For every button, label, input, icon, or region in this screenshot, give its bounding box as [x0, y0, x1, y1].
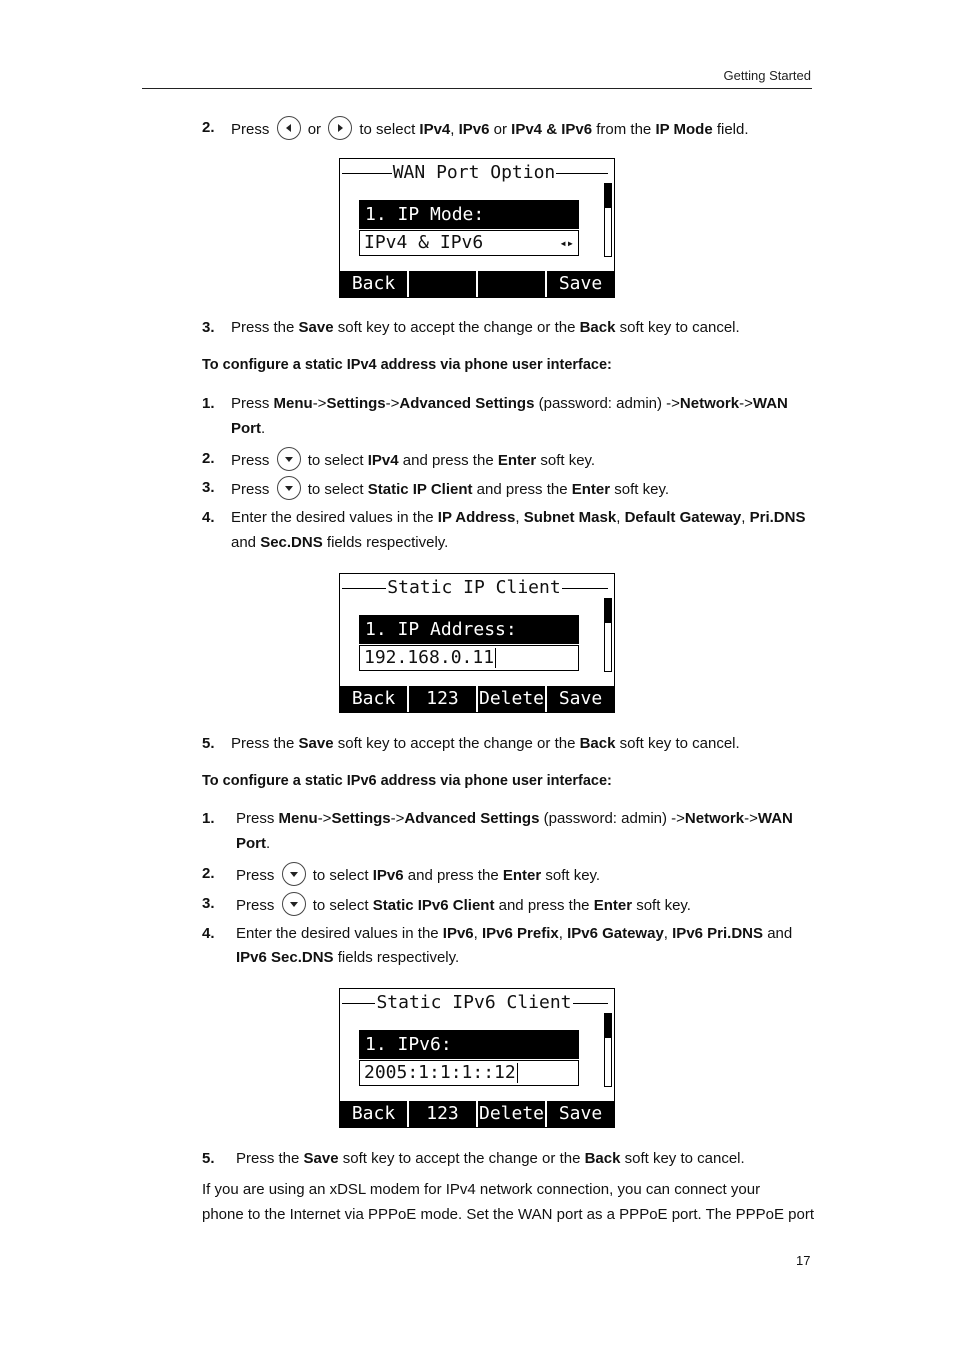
- text: soft key.: [540, 451, 596, 469]
- running-header: Getting Started: [723, 68, 811, 83]
- step-number: 2.: [202, 865, 215, 882]
- text: soft key to accept the change or the: [337, 319, 576, 336]
- softkey-back[interactable]: Back: [351, 273, 396, 294]
- lcd-value: 2005:1:1:1::12: [364, 1062, 516, 1083]
- lcd-value: 192.168.0.11: [364, 647, 495, 668]
- down-nav-key-icon: [277, 447, 301, 471]
- lcd-title: [340, 162, 608, 183]
- text: .: [266, 835, 271, 852]
- text: Press: [236, 866, 275, 884]
- lcd-title-text: WAN Port Option: [392, 162, 556, 183]
- scrollbar-thumb: [605, 184, 611, 208]
- back-key-name: Back: [579, 319, 616, 336]
- field-name: IPv6 Pri.DNS: [672, 925, 764, 942]
- text: Press: [236, 810, 275, 827]
- text-cursor: [495, 648, 496, 668]
- text: and press the: [498, 896, 590, 914]
- step-text: [236, 894, 691, 918]
- softkey-bar: [340, 1101, 614, 1127]
- softkey-save[interactable]: Save: [545, 271, 614, 297]
- back-key-name: Back: [579, 735, 616, 752]
- step-text: [236, 864, 600, 888]
- step-text: [231, 318, 740, 338]
- procedure-heading-ipv4: To configure a static IPv4 address via phone user interface:: [202, 357, 612, 373]
- field-name: Sec.DNS: [260, 534, 323, 551]
- field-name: IPv6 Sec.DNS: [236, 949, 334, 966]
- option-name: Static IP Client: [367, 480, 473, 498]
- text: Enter the desired values in the: [236, 925, 439, 942]
- enter-key-name: Enter: [571, 480, 611, 498]
- text: and press the: [407, 866, 499, 884]
- lcd-screenshot-static-ipv6-client: [339, 988, 615, 1128]
- text: ,: [450, 120, 455, 138]
- text: fields respectively.: [337, 949, 460, 966]
- text: soft key.: [545, 866, 601, 884]
- step-number: 3.: [202, 479, 215, 496]
- down-nav-key-icon: [282, 892, 306, 916]
- scrollbar-thumb: [605, 599, 611, 623]
- text: ->: [390, 810, 405, 827]
- menu-name: Advanced Settings: [404, 810, 540, 827]
- lcd-screenshot-static-ip-client: [339, 573, 615, 713]
- right-nav-key-icon: [328, 116, 352, 140]
- menu-name: Menu: [273, 395, 313, 412]
- text: ->: [312, 395, 327, 412]
- step-text: [231, 419, 265, 439]
- enter-key-name: Enter: [593, 896, 633, 914]
- text: ->: [385, 395, 400, 412]
- text: Press: [236, 896, 275, 914]
- enter-key-name: Enter: [497, 451, 537, 469]
- procedure-heading-ipv6: To configure a static IPv6 address via phone user interface:: [202, 773, 612, 789]
- softkey-delete[interactable]: Delete: [476, 686, 545, 712]
- step-text: [236, 809, 793, 829]
- step-text: [231, 394, 788, 414]
- menu-name: Port: [231, 420, 261, 437]
- menu-name: Advanced Settings: [399, 395, 535, 412]
- text: and: [767, 925, 793, 942]
- text: ->: [739, 395, 753, 412]
- field-name: IPv6: [442, 925, 474, 942]
- back-key-name: Back: [584, 1150, 621, 1167]
- step-text: [231, 734, 740, 754]
- text: soft key.: [636, 896, 691, 914]
- down-nav-key-icon: [277, 476, 301, 500]
- scrollbar: [604, 1013, 612, 1087]
- field-name: Default Gateway: [624, 509, 742, 526]
- text: ,: [558, 925, 563, 942]
- paragraph-line: phone to the Internet via PPPoE mode. Set the WAN port as a PPPoE port. The PPPoE port: [202, 1206, 815, 1223]
- menu-name: Network: [684, 810, 745, 827]
- text-cursor: [517, 1063, 518, 1083]
- step-number: 2.: [202, 119, 215, 136]
- step-text: [231, 478, 669, 502]
- step-text: [231, 508, 805, 528]
- text: or: [493, 120, 507, 138]
- field-ip-mode: IP Mode: [655, 120, 713, 138]
- text: Press: [231, 120, 270, 138]
- step-number: 3.: [202, 895, 215, 912]
- text: to select: [312, 896, 369, 914]
- lcd-title: [340, 992, 608, 1013]
- closing-paragraph: [202, 1177, 817, 1227]
- text: and: [231, 534, 257, 551]
- lcd-value-field: [359, 1060, 579, 1086]
- option-name: IPv4: [367, 451, 399, 469]
- menu-name: Port: [236, 835, 266, 852]
- field-name: IP Address: [437, 509, 516, 526]
- step-number: 5.: [202, 735, 215, 752]
- text: or: [307, 120, 322, 138]
- softkey-back[interactable]: Back: [351, 688, 396, 709]
- text: Press: [231, 480, 270, 498]
- header-rule: [142, 88, 812, 89]
- lcd-selected-item: 1. IPv6:: [359, 1030, 579, 1059]
- lcd-title-text: Static IP Client: [387, 577, 561, 598]
- text: Enter the desired values in the: [231, 509, 434, 526]
- field-name: Pri.DNS: [749, 509, 806, 526]
- text: soft key to cancel.: [624, 1150, 745, 1167]
- lcd-selected-item: 1. IP Address:: [359, 615, 579, 644]
- left-right-arrows-icon: ◂▸: [559, 236, 574, 250]
- lcd-value-field: [359, 645, 579, 671]
- text: (password: admin) ->: [538, 395, 680, 412]
- field-name: Subnet Mask: [523, 509, 617, 526]
- scrollbar-thumb: [605, 1014, 611, 1038]
- text: soft key to accept the change or the: [342, 1150, 581, 1167]
- text: (password: admin) ->: [543, 810, 685, 827]
- step-number: 1.: [202, 810, 215, 827]
- lcd-title: [340, 577, 608, 598]
- save-key-name: Save: [298, 735, 334, 752]
- left-nav-key-icon: [277, 116, 301, 140]
- field-name: IPv6 Gateway: [567, 925, 664, 942]
- menu-name: Menu: [278, 810, 318, 827]
- menu-name: Settings: [331, 810, 391, 827]
- text: Press: [231, 395, 270, 412]
- lcd-screenshot-wan-port-option: [339, 158, 615, 298]
- step-number: 4.: [202, 509, 215, 526]
- page-number: 17: [796, 1253, 811, 1268]
- step-number: 5.: [202, 1150, 215, 1167]
- text: to select: [307, 480, 364, 498]
- step-text: [231, 118, 749, 142]
- text: to select: [307, 451, 364, 469]
- text: soft key to cancel.: [619, 319, 740, 336]
- menu-name: WAN: [752, 395, 788, 412]
- text: ,: [515, 509, 520, 526]
- save-key-name: Save: [298, 319, 334, 336]
- lcd-value-field: [359, 230, 579, 256]
- text: soft key to cancel.: [619, 735, 740, 752]
- text: fields respectively.: [326, 534, 449, 551]
- step-number: 4.: [202, 925, 215, 942]
- step-text: [231, 533, 448, 553]
- step-text: [236, 924, 792, 944]
- menu-name: WAN: [757, 810, 793, 827]
- text: soft key to accept the change or the: [337, 735, 576, 752]
- softkey-back[interactable]: Back: [351, 1103, 396, 1124]
- text: Press the: [236, 1150, 300, 1167]
- text: Press the: [231, 735, 295, 752]
- text: ,: [616, 509, 621, 526]
- option-both: IPv4 & IPv6: [511, 120, 593, 138]
- scrollbar: [604, 598, 612, 672]
- text: to select: [359, 120, 416, 138]
- text: to select: [312, 866, 369, 884]
- scrollbar: [604, 183, 612, 257]
- softkey-save[interactable]: Save: [545, 1101, 614, 1127]
- step-number: 2.: [202, 450, 215, 467]
- text: ,: [473, 925, 478, 942]
- step-text: [236, 1149, 745, 1169]
- enter-key-name: Enter: [502, 866, 542, 884]
- text: and press the: [402, 451, 494, 469]
- text: ,: [741, 509, 746, 526]
- softkey-bar: [340, 686, 614, 712]
- text: Press the: [231, 319, 295, 336]
- menu-name: Network: [679, 395, 740, 412]
- text: ->: [317, 810, 332, 827]
- step-text: [236, 948, 459, 968]
- step-number: 1.: [202, 395, 215, 412]
- text: ->: [744, 810, 758, 827]
- step-number: 3.: [202, 319, 215, 336]
- text: field.: [716, 120, 749, 138]
- lcd-selected-item: 1. IP Mode:: [359, 200, 579, 229]
- option-ipv6: IPv6: [458, 120, 490, 138]
- text: soft key.: [614, 480, 670, 498]
- text: ,: [663, 925, 668, 942]
- text: Press: [231, 451, 270, 469]
- softkey-delete[interactable]: Delete: [476, 1101, 545, 1127]
- text: .: [261, 420, 266, 437]
- softkey-123[interactable]: 123: [407, 686, 476, 712]
- option-name: Static IPv6 Client: [372, 896, 495, 914]
- lcd-value: IPv4 & IPv6: [364, 232, 484, 253]
- field-name: IPv6 Prefix: [482, 925, 559, 942]
- lcd-title-text: Static IPv6 Client: [376, 992, 572, 1013]
- softkey-empty[interactable]: [476, 271, 545, 297]
- softkey-empty[interactable]: [407, 271, 476, 297]
- text: and press the: [476, 480, 568, 498]
- softkey-bar: [340, 271, 614, 297]
- text: from the: [596, 120, 652, 138]
- option-name: IPv6: [372, 866, 404, 884]
- softkey-save[interactable]: Save: [545, 686, 614, 712]
- step-text: [236, 834, 270, 854]
- save-key-name: Save: [303, 1150, 339, 1167]
- step-text: [231, 449, 595, 473]
- paragraph-line: If you are using an xDSL modem for IPv4 network connection, you can connect your: [202, 1181, 761, 1198]
- softkey-123[interactable]: 123: [407, 1101, 476, 1127]
- down-nav-key-icon: [282, 862, 306, 886]
- option-ipv4: IPv4: [419, 120, 451, 138]
- menu-name: Settings: [326, 395, 386, 412]
